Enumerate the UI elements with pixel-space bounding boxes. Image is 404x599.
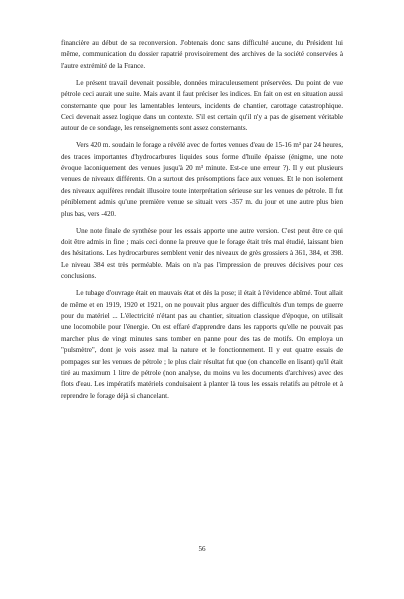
paragraph-1: financière au début de sa reconversion. J'obtenais donc sans difficulté aucune, du Président lui même, communication du dossier rapatrié provisoirement des archives de la société conservées à l'autre extrémité de la France. xyxy=(61,39,343,70)
paragraph-5: Le tubage d'ouvrage était en mauvais état et dès la pose; il était à l'évidence abîmé. Tout allait de même et en 1919, 1920 et 1921, on ne pouvait plus arguer des difficultés d'un temps de guerre pour du matériel ... L'électricité n'étant pas au chantier, situation classique d'époque, on utilisait une locomobile pour l'énergie. On est effaré d'apprendre dans les rapports qu'elle ne pouvait pas marcher plus de vingt minutes sans tomber en panne pour des tas de motifs. On employa un "pulsmètre", dont je vois assez mal la nature et le fonctionnement. Il y eut quatre essais de pompages sur les venues de pétrole ; le plus clair résultat fut que (on chancelle en lisant) qu'il était tiré au maximum 1 litre de pétrole (non analyse, du moins vu les documents d'archives) avec des flots d'eau. Les impératifs matériels conduisaient à planter là tous les essais relatifs au pétrole et à reprendre le forage déjà si chancelant. xyxy=(61,289,343,400)
paragraph-2: Le présent travail devenait possible, données miraculeusement préservées. Du point de vue pétrole ceci aurait une suite. Mais avant il faut préciser les indices. En fait on est en situation aussi consternante que pour les lamentables lenteurs, incidents de chantier, carottage catastrophique. Ceci devenait assez logique dans un contexte. S'il est certain qu'il n'y a pas de gisement véritable autour de ce sondage, les renseignements sont assez consternants. xyxy=(61,78,343,133)
document-page xyxy=(61,38,343,408)
paragraph-3: Vers 420 m. soudain le forage a révélé avec de fortes venues d'eau de 15-16 m³ par 24 heures, des traces importantes d'hydrocarbures liquides sous forme d'huile épaisse (énigme, une note évoque laconiquement des venues jusqu'à 20 m³ minute. Est-ce une erreur ?). Il y eut plusieurs venues de niveaux différents. On a surtout des présomptions face aux venues. Et le non isolement des niveaux aquifères rendait illusoire toute interprétation sérieuse sur les venues de pétrole. Il fut péniblement admis qu'une première venue se situait vers -357 m. du jour et une autre plus bien plus bas, vers -420. xyxy=(61,141,343,218)
paragraph-4: Une note finale de synthèse pour les essais apporte une autre version. C'est peut être ce qui doit être admis in fine ; mais ceci donne la preuve que le forage était très mal étudié, laissant bien des hésitations. Les hydrocarbures semblent venir des niveaux de grès grossiers à 361, 384, et 398. Le niveau 384 est très perméable. Mais on n'a pas l'impression de preuves décisives pour ces conclusions. xyxy=(61,226,343,281)
page-number: 56 xyxy=(198,545,206,553)
